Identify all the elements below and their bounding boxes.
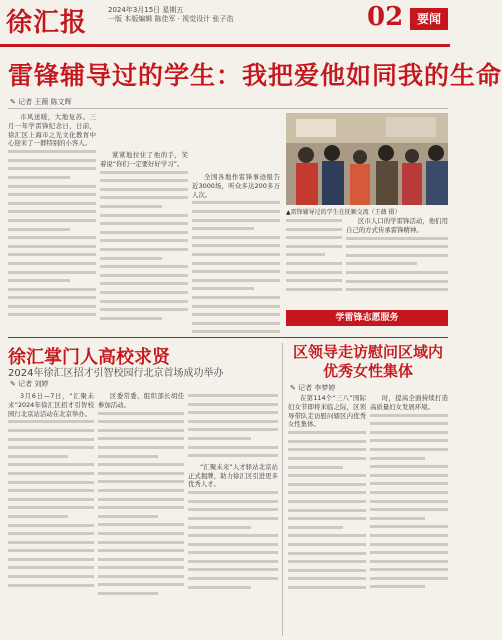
text-line bbox=[8, 228, 70, 231]
text-line bbox=[288, 526, 343, 529]
text-line bbox=[100, 196, 188, 199]
text-line bbox=[288, 466, 343, 469]
text-line bbox=[98, 463, 184, 466]
text-line bbox=[8, 506, 94, 509]
article1-column-4b bbox=[286, 217, 342, 301]
text-line bbox=[100, 171, 188, 174]
text-line bbox=[370, 577, 448, 580]
text-line bbox=[8, 288, 96, 291]
text-line bbox=[192, 236, 280, 239]
article1-col4-text: 区市人口的学雷锋活动，他们用自己的方式传承雷锋精神。 bbox=[346, 217, 448, 234]
text-line bbox=[98, 523, 184, 526]
text-line bbox=[192, 279, 280, 282]
text-line bbox=[98, 549, 184, 552]
text-line bbox=[188, 420, 278, 423]
text-line bbox=[370, 457, 425, 460]
text-line bbox=[8, 481, 94, 484]
text-line bbox=[8, 219, 96, 222]
article1-divider bbox=[8, 108, 448, 109]
text-line bbox=[8, 185, 96, 188]
text-line bbox=[100, 265, 188, 268]
article1-photo-caption: ▲雷锋辅导过的学生在抚顺交流（王薇 摄） bbox=[286, 209, 401, 216]
article3-col1-text: 在第114个“三八”国际妇女节即将来临之际，区领导带队走访慰问辖区内优秀女性集体。 bbox=[288, 394, 366, 429]
text-line bbox=[98, 446, 184, 449]
text-line bbox=[370, 525, 448, 528]
article2-column-3 bbox=[188, 392, 278, 636]
text-line bbox=[188, 543, 278, 546]
text-line bbox=[192, 253, 280, 256]
text-line bbox=[192, 244, 280, 247]
article2-subheadline: 2024年徐汇区招才引智校园行北京首场成功举办 bbox=[8, 368, 224, 379]
date-line bbox=[108, 6, 278, 24]
text-line bbox=[8, 541, 94, 544]
text-line bbox=[370, 474, 448, 477]
text-line bbox=[8, 532, 94, 535]
text-line bbox=[8, 489, 94, 492]
text-line bbox=[286, 228, 342, 231]
text-line bbox=[8, 549, 94, 552]
article2-column-1 bbox=[8, 392, 94, 636]
text-line bbox=[98, 412, 184, 415]
text-line bbox=[346, 245, 448, 248]
text-line bbox=[98, 420, 184, 423]
text-line bbox=[8, 159, 96, 162]
text-line bbox=[8, 575, 94, 578]
article3-headline: 区领导走访慰问区域内优秀女性集体 bbox=[292, 343, 443, 380]
article2-byline-text: 记者 刘婷 bbox=[18, 380, 49, 388]
text-line bbox=[98, 480, 184, 483]
text-line bbox=[370, 422, 448, 425]
text-line bbox=[98, 429, 184, 432]
text-line bbox=[100, 282, 188, 285]
text-line bbox=[192, 313, 280, 316]
section-badge: 要闻 bbox=[410, 8, 448, 30]
text-line bbox=[288, 509, 366, 512]
article3-byline-text: 记者 李梦婷 bbox=[298, 384, 336, 392]
text-line bbox=[98, 558, 184, 561]
pen-icon: ✎ bbox=[10, 98, 19, 106]
text-line bbox=[98, 566, 184, 569]
text-line bbox=[370, 439, 448, 442]
text-line bbox=[286, 219, 342, 222]
article2-byline bbox=[10, 379, 48, 389]
text-line bbox=[370, 517, 425, 520]
text-line bbox=[288, 483, 366, 486]
text-line bbox=[100, 214, 188, 217]
text-line bbox=[188, 428, 278, 431]
text-line bbox=[346, 262, 417, 265]
text-line bbox=[8, 524, 94, 527]
article1-col2-text: 紧紧地拉住了他的手，笑着说“你们一定要好好学习”。 bbox=[100, 151, 188, 168]
text-line bbox=[288, 577, 366, 580]
pen-icon: ✎ bbox=[290, 384, 299, 392]
text-line bbox=[192, 270, 280, 273]
text-line bbox=[8, 584, 94, 587]
text-line bbox=[8, 472, 94, 475]
text-line bbox=[288, 491, 366, 494]
text-line bbox=[286, 262, 342, 265]
text-line bbox=[286, 245, 342, 248]
text-line bbox=[100, 231, 188, 234]
text-line bbox=[8, 262, 96, 265]
column-divider bbox=[282, 343, 283, 636]
text-line bbox=[8, 176, 70, 179]
article1-col1-lines bbox=[8, 150, 96, 316]
text-line bbox=[188, 394, 278, 397]
text-line bbox=[8, 253, 96, 256]
article1-col3-text: 全国各地作雷锋事迹报告近3000场，听众多达200多万人次。 bbox=[192, 173, 280, 199]
text-line bbox=[8, 558, 94, 561]
text-line bbox=[288, 448, 366, 451]
text-line bbox=[192, 296, 280, 299]
text-line bbox=[370, 448, 448, 451]
text-line bbox=[8, 245, 96, 248]
issue-date: 2024年3月15日 星期五 bbox=[108, 6, 184, 14]
text-line bbox=[288, 500, 366, 503]
text-line bbox=[370, 465, 448, 468]
text-line bbox=[192, 305, 280, 308]
text-line bbox=[188, 437, 251, 440]
text-line bbox=[8, 446, 94, 449]
text-line bbox=[192, 287, 254, 290]
article1-column-2 bbox=[100, 113, 188, 353]
text-line bbox=[98, 592, 158, 595]
newspaper-logo: 徐汇报 bbox=[6, 8, 88, 38]
text-line bbox=[370, 551, 448, 554]
article2-column-2 bbox=[98, 392, 184, 636]
text-line bbox=[98, 575, 184, 578]
text-line bbox=[188, 517, 278, 520]
text-line bbox=[188, 508, 278, 511]
text-line bbox=[8, 515, 68, 518]
sidebar-label: 学雷锋志愿服务 bbox=[286, 310, 448, 326]
text-line bbox=[8, 167, 96, 170]
text-line bbox=[100, 308, 188, 311]
text-line bbox=[188, 491, 278, 494]
text-line bbox=[188, 454, 278, 457]
text-line bbox=[370, 491, 448, 494]
text-line bbox=[98, 532, 184, 535]
text-line bbox=[346, 280, 448, 283]
text-line bbox=[98, 506, 184, 509]
article3-column-1 bbox=[288, 394, 366, 636]
text-line bbox=[8, 296, 96, 299]
text-line bbox=[188, 500, 278, 503]
text-line bbox=[192, 262, 280, 265]
text-line bbox=[100, 291, 188, 294]
text-line bbox=[286, 271, 342, 274]
article3-byline bbox=[290, 383, 335, 393]
text-line bbox=[288, 440, 366, 443]
text-line bbox=[98, 541, 184, 544]
text-line bbox=[286, 279, 342, 282]
section-divider bbox=[8, 337, 448, 338]
article1-column-1 bbox=[8, 113, 96, 353]
text-line bbox=[192, 219, 280, 222]
text-line bbox=[100, 274, 188, 277]
text-line bbox=[98, 498, 184, 501]
text-line bbox=[288, 431, 366, 434]
text-line bbox=[188, 411, 278, 414]
text-line bbox=[286, 253, 325, 256]
text-line bbox=[192, 227, 254, 230]
text-line bbox=[346, 271, 448, 274]
text-line bbox=[370, 534, 448, 537]
text-line bbox=[8, 193, 96, 196]
text-line bbox=[288, 457, 366, 460]
page-number: 02 bbox=[367, 2, 404, 32]
text-line bbox=[98, 437, 184, 440]
text-line bbox=[370, 568, 448, 571]
text-line bbox=[370, 431, 448, 434]
text-line bbox=[346, 254, 448, 257]
text-line bbox=[370, 585, 425, 588]
text-line bbox=[370, 414, 448, 417]
text-line bbox=[288, 517, 366, 520]
text-line bbox=[98, 455, 158, 458]
text-line bbox=[100, 257, 162, 260]
article1-column-4 bbox=[346, 217, 448, 301]
text-line bbox=[188, 403, 278, 406]
text-line bbox=[288, 552, 366, 555]
text-line bbox=[288, 543, 366, 546]
text-line bbox=[8, 438, 94, 441]
text-line bbox=[192, 322, 280, 325]
text-line bbox=[98, 472, 184, 475]
text-line bbox=[8, 305, 96, 308]
article2-col3-text: “汇聚未来”人才驿站北京站正式揭牌，助力徐汇区引进更多优秀人才。 bbox=[188, 462, 278, 489]
text-line bbox=[8, 210, 96, 213]
text-line bbox=[288, 474, 366, 477]
text-line bbox=[100, 317, 162, 320]
article1-byline bbox=[10, 97, 72, 107]
text-line bbox=[98, 515, 158, 518]
article1-headline: 雷锋辅导过的学生：我把爱他如同我的生命 bbox=[8, 61, 502, 90]
text-line bbox=[288, 586, 366, 589]
text-line bbox=[288, 534, 366, 537]
article1-column-3 bbox=[192, 113, 280, 353]
text-line bbox=[188, 534, 278, 537]
text-line bbox=[192, 201, 280, 204]
text-line bbox=[188, 526, 251, 529]
text-line bbox=[8, 463, 94, 466]
pen-icon: ✎ bbox=[10, 380, 19, 388]
text-line bbox=[346, 288, 448, 291]
text-line bbox=[8, 202, 96, 205]
text-line bbox=[370, 482, 448, 485]
text-line bbox=[8, 279, 70, 282]
text-line bbox=[100, 188, 188, 191]
text-line bbox=[8, 271, 96, 274]
text-line bbox=[8, 420, 94, 423]
text-line bbox=[188, 551, 278, 554]
text-line bbox=[8, 313, 96, 316]
text-line bbox=[288, 569, 366, 572]
text-line bbox=[8, 498, 94, 501]
masthead bbox=[0, 0, 450, 44]
text-line bbox=[8, 429, 94, 432]
text-line bbox=[8, 455, 68, 458]
text-line bbox=[188, 586, 251, 589]
article2-col1-text: 3月6日—7日，“汇聚未来”2024年徐汇区招才引智校园行北京站活动在北京举办。 bbox=[8, 392, 94, 418]
article3-col2-text: 时，提高全面持续打造高质量妇女发展环境。 bbox=[370, 394, 448, 411]
text-line bbox=[192, 210, 280, 213]
article1-byline-text: 记者 王薇 陈文辉 bbox=[18, 98, 72, 106]
article1-photo bbox=[286, 113, 448, 205]
article2-col2-text: 区委常委、组织部长胡佳参加活动。 bbox=[98, 392, 184, 409]
text-line bbox=[286, 288, 342, 291]
text-line bbox=[100, 239, 188, 242]
text-line bbox=[100, 248, 188, 251]
text-line bbox=[100, 300, 188, 303]
text-line bbox=[346, 237, 448, 240]
text-line bbox=[370, 500, 448, 503]
text-line bbox=[98, 583, 184, 586]
text-line bbox=[188, 560, 278, 563]
text-line bbox=[8, 566, 94, 569]
text-line bbox=[288, 560, 366, 563]
article2-headline: 徐汇掌门人高校求贤 bbox=[8, 347, 170, 368]
article3-column-2 bbox=[370, 394, 448, 636]
text-line bbox=[100, 205, 162, 208]
text-line bbox=[192, 330, 280, 333]
text-line bbox=[8, 150, 96, 153]
text-line bbox=[370, 508, 448, 511]
masthead-rule bbox=[0, 44, 450, 47]
text-line bbox=[100, 222, 188, 225]
text-line bbox=[188, 577, 278, 580]
text-line bbox=[188, 568, 278, 571]
text-line bbox=[100, 179, 188, 182]
text-line bbox=[188, 446, 278, 449]
text-line bbox=[370, 560, 448, 563]
text-line bbox=[98, 489, 184, 492]
editor-credits: 一版 本版编辑 陈佳军 · 视觉设计 张子浩 bbox=[108, 15, 234, 23]
text-line bbox=[286, 236, 342, 239]
text-line bbox=[370, 543, 448, 546]
article1-col1-text: 市风送暖，大地复苏。三月一年学雷锋纪念日，日前，徐汇区上海市之光文化教育中心迎来了一群特别的小客人。 bbox=[8, 113, 96, 148]
text-line bbox=[8, 236, 96, 239]
